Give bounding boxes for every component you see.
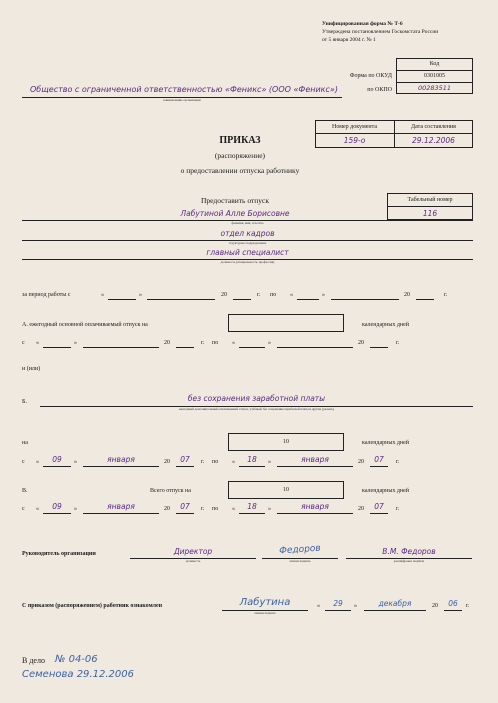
period-po: по xyxy=(270,292,277,298)
section-b-year-prefix: 20 xyxy=(358,459,364,465)
period-quote: « xyxy=(101,292,104,298)
section-b-to-year: 07 xyxy=(374,455,384,464)
section-b-to-day: 18 xyxy=(247,455,257,464)
section-a-days-label: календарных дней xyxy=(362,322,410,328)
section-b-po: по xyxy=(212,459,219,465)
page-subtitle: (распоряжение) xyxy=(214,151,266,160)
ack-year-prefix: 20 xyxy=(432,603,438,609)
section-v-days: 10 xyxy=(283,487,289,493)
doc-date-value: 29.12.2006 xyxy=(412,136,455,145)
position-caption: должность (специальность, профессия) xyxy=(220,260,275,264)
org-caption: наименование организации xyxy=(163,98,201,102)
employee-department: отдел кадров xyxy=(220,229,275,238)
file-note: Семенова 29.12.2006 xyxy=(22,669,134,680)
form-code-line: Унифицированная форма № Т-6 xyxy=(322,21,403,27)
section-v-quote: » xyxy=(268,506,271,512)
ack-day: 29 xyxy=(333,599,343,608)
section-b-from-day: 09 xyxy=(52,455,62,464)
section-v-from-month: января xyxy=(107,502,135,511)
section-b-quote: » xyxy=(268,459,271,465)
doc-date-header: Дата составления xyxy=(411,124,456,130)
section-v-quote: » xyxy=(74,506,77,512)
section-b-quote: » xyxy=(74,459,77,465)
section-a-days-box xyxy=(228,314,344,332)
order-subject: о предоставлении отпуска работнику xyxy=(180,166,300,175)
section-v-po: по xyxy=(212,506,219,512)
approval-line: Утверждена постановлением Госкомстата России xyxy=(322,29,439,35)
okud-label: Форма по ОКУД xyxy=(349,73,392,79)
period-year-prefix: 20 xyxy=(221,292,227,298)
period-g: г. xyxy=(257,292,261,298)
section-v-days-label: календарных дней xyxy=(362,488,410,494)
section-a-s: с xyxy=(22,340,25,346)
section-b-days: 10 xyxy=(283,439,289,445)
ack-year: 06 xyxy=(448,599,458,608)
ack-label: С приказом (распоряжением) работник ознакомлен xyxy=(22,603,163,609)
section-a-g: г. xyxy=(396,340,400,346)
section-a-quote: » xyxy=(74,340,77,346)
section-v-label: В. xyxy=(22,488,28,494)
period-quote: « xyxy=(290,292,293,298)
org-name: Общество с ограниченной ответственностью «Феникс» (ООО «Феникс») xyxy=(30,85,338,94)
section-a-quote: « xyxy=(36,340,39,346)
file-number: № 04-06 xyxy=(55,654,98,665)
head-label: Руководитель организации xyxy=(22,551,96,557)
head-signature: Федоров xyxy=(278,543,322,557)
period-year-prefix: 20 xyxy=(404,292,410,298)
employee-name: Лабутиной Алле Борисовне xyxy=(180,209,290,218)
section-v-quote: « xyxy=(36,506,39,512)
section-v-total-label: Всего отпуск на xyxy=(150,488,191,494)
section-a-g: г. xyxy=(201,340,205,346)
employee-position: главный специалист xyxy=(206,248,289,257)
head-name: В.М. Федоров xyxy=(382,547,436,556)
period-g: г. xyxy=(444,292,448,298)
head-name-caption: расшифровка подписи xyxy=(393,559,425,563)
okpo-label: по ОКПО xyxy=(367,87,392,93)
code-header: Код xyxy=(429,61,440,67)
doc-number-header: Номер документа xyxy=(331,124,377,130)
section-b-vacation-type: без сохранения заработной платы xyxy=(187,394,326,403)
section-a-quote: » xyxy=(268,340,271,346)
okud-value: 0301005 xyxy=(424,73,445,79)
section-a-label: А. ежегодный основной оплачиваемый отпуск на xyxy=(22,322,148,328)
section-v-year-prefix: 20 xyxy=(164,506,170,512)
section-v-to-month: января xyxy=(301,502,329,511)
section-b-quote: « xyxy=(232,459,235,465)
section-v-from-day: 09 xyxy=(52,502,62,511)
grant-vacation-label: Предоставить отпуск xyxy=(201,196,269,205)
tab-number-header: Табельный номер xyxy=(407,197,453,203)
department-caption: структурное подразделение xyxy=(228,241,267,245)
section-v-to-day: 18 xyxy=(247,502,257,511)
section-b-g: г. xyxy=(201,459,205,465)
section-b-s: с xyxy=(22,459,25,465)
section-b-g: г. xyxy=(396,459,400,465)
ack-signature-caption: личная подпись xyxy=(254,611,276,615)
ack-quote: « xyxy=(317,603,320,609)
section-b-quote: « xyxy=(36,459,39,465)
ack-signature: Лабутина xyxy=(239,597,291,608)
section-v-s: с xyxy=(22,506,25,512)
section-b-label: Б. xyxy=(22,399,27,405)
section-v-g: г. xyxy=(396,506,400,512)
section-b-year-prefix: 20 xyxy=(164,459,170,465)
ack-quote: » xyxy=(354,603,357,609)
section-a-quote: « xyxy=(232,340,235,346)
section-a-year-prefix: 20 xyxy=(164,340,170,346)
period-quote: » xyxy=(322,292,325,298)
file-label: В дело xyxy=(22,656,45,665)
section-v-quote: « xyxy=(232,506,235,512)
period-label: за период работы с xyxy=(22,292,71,298)
section-b-caption: ежегодный дополнительный оплачиваемый отпуск, учебный, без сохранения заработной платы и другие (указать) xyxy=(179,407,334,411)
doc-number-value: 159-о xyxy=(343,136,366,145)
section-b-from-year: 07 xyxy=(180,455,190,464)
or-label: и (или) xyxy=(22,366,41,372)
section-v-year-prefix: 20 xyxy=(358,506,364,512)
section-a-po: по xyxy=(212,340,219,346)
section-v-from-year: 07 xyxy=(180,502,190,511)
tab-number-value: 116 xyxy=(422,209,438,218)
okpo-value: 00283511 xyxy=(417,84,452,92)
ack-g: г. xyxy=(466,603,470,609)
period-quote: » xyxy=(139,292,142,298)
head-position: Директор xyxy=(173,547,213,556)
section-b-to-month: января xyxy=(301,455,329,464)
section-a-year-prefix: 20 xyxy=(358,340,364,346)
head-position-caption: должность xyxy=(185,559,201,563)
section-b-na: на xyxy=(22,440,28,446)
section-b-from-month: января xyxy=(107,455,135,464)
head-signature-caption: личная подпись xyxy=(289,559,311,563)
section-b-days-label: календарных дней xyxy=(362,440,410,446)
section-v-to-year: 07 xyxy=(374,502,384,511)
section-v-g: г. xyxy=(201,506,205,512)
ack-month: декабря xyxy=(378,599,412,608)
page-title: ПРИКАЗ xyxy=(219,135,261,146)
approval-date-line: от 5 января 2004 г. № 1 xyxy=(322,37,376,43)
name-caption: фамилия, имя, отчество xyxy=(231,221,264,225)
